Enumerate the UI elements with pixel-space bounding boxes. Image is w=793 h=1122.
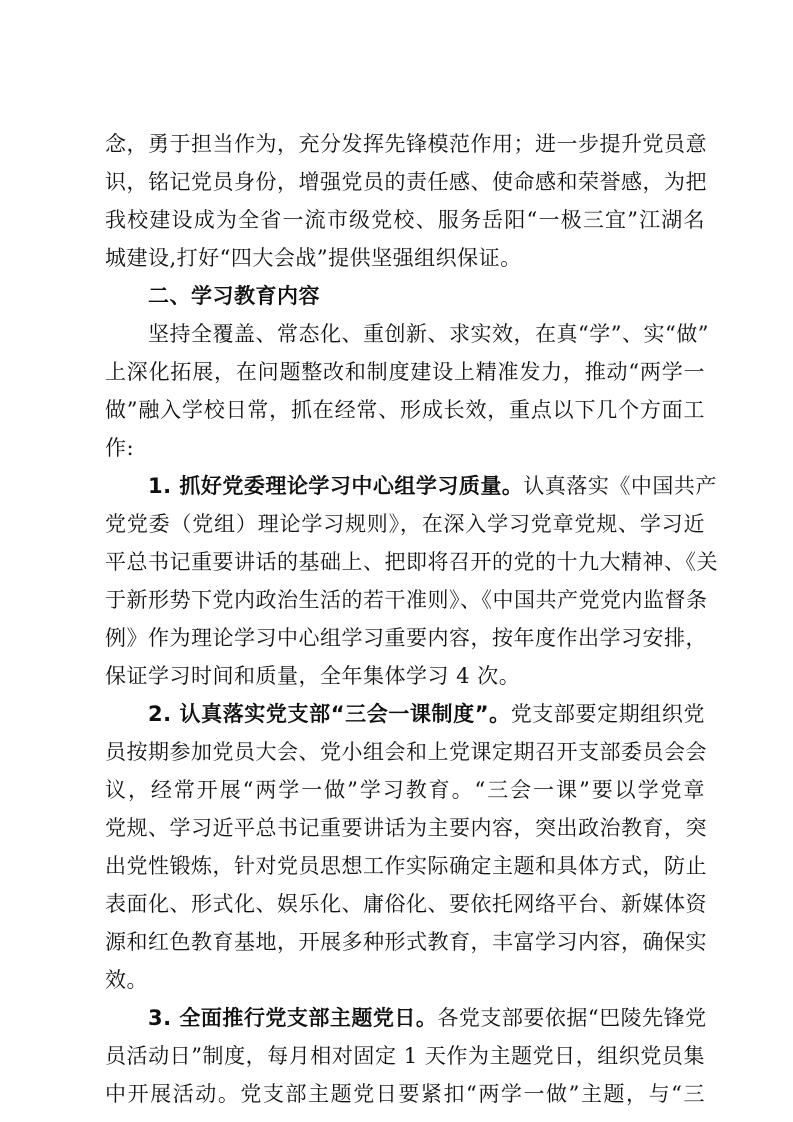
paragraph-line: 坚持全覆盖、常态化、重创新、求实效，在真“学”、实“做” bbox=[148, 322, 709, 346]
item-title: 2. 认真落实党支部“三会一课制度”。 bbox=[148, 702, 511, 726]
paragraph-line: 保证学习时间和质量，全年集体学习 4 次。 bbox=[105, 664, 521, 688]
paragraph-line: 作: bbox=[105, 436, 135, 460]
item-text: 各党支部要依据“巴陵先锋党 bbox=[437, 1006, 707, 1030]
item-title: 3. 全面推行党支部主题党日。 bbox=[148, 1006, 438, 1030]
item-first-line bbox=[148, 471, 717, 501]
paragraph-line: 员按期参加党员大会、党小组会和上党课定期召开支部委员会会 bbox=[105, 740, 707, 764]
paragraph-line: 出党性锻炼，针对党员思想工作实际确定主题和具体方式，防止 bbox=[105, 854, 707, 878]
paragraph-line: 于新形势下党内政治生活的若干准则》、《中国共产党党内监督条 bbox=[105, 588, 708, 612]
paragraph-line: 议，经常开展“两学一做”学习教育。“三会一课”要以学党章 bbox=[105, 778, 705, 802]
paragraph-line: 党党委（党组）理论学习规则》，在深入学习党章党规、学习近 bbox=[105, 512, 705, 536]
item-first-line bbox=[148, 1003, 705, 1033]
paragraph-line: 中开展活动。党支部主题党日要紧扣“两学一做”主题，与“三 bbox=[105, 1082, 705, 1106]
section-heading: 二、学习教育内容 bbox=[148, 284, 320, 308]
item-first-line bbox=[148, 699, 705, 729]
paragraph-line: 识，铭记党员身份，增强党员的责任感、使命感和荣誉感，为把 bbox=[105, 170, 707, 194]
paragraph-line: 源和红色教育基地，开展多种形式教育，丰富学习内容，确保实 bbox=[105, 930, 707, 954]
paragraph-line: 做”融入学校日常，抓在经常、形成长效，重点以下几个方面工 bbox=[105, 398, 705, 422]
paragraph-line: 表面化、形式化、娱乐化、庸俗化、要依托网络平台、新媒体资 bbox=[105, 892, 707, 916]
item-title: 1. 抓好党委理论学习中心组学习质量。 bbox=[148, 474, 524, 498]
paragraph-line: 我校建设成为全省一流市级党校、服务岳阳“一极三宜”江湖名 bbox=[105, 208, 705, 232]
paragraph-line: 效。 bbox=[105, 968, 148, 992]
paragraph-line: 城建设,打好“四大会战”提供坚强组织保证。 bbox=[105, 246, 522, 270]
paragraph-line: 员活动日”制度，每月相对固定 1 天作为主题党日，组织党员集 bbox=[105, 1044, 705, 1068]
paragraph-line: 党规、学习近平总书记重要讲话为主要内容，突出政治教育，突 bbox=[105, 816, 707, 840]
paragraph-line: 例》作为理论学习中心组学习重要内容，按年度作出学习安排， bbox=[105, 626, 707, 650]
paragraph-line: 平总书记重要讲话的基础上、把即将召开的党的十九大精神、《关 bbox=[105, 550, 718, 574]
item-text: 党支部要定期组织党 bbox=[510, 702, 705, 726]
paragraph-line: 念，勇于担当作为，充分发挥先锋模范作用；进一步提升党员意 bbox=[105, 132, 707, 156]
paragraph-line: 上深化拓展，在问题整改和制度建设上精准发力，推动“两学一 bbox=[105, 360, 705, 384]
item-text: 认真落实《中国共产 bbox=[523, 474, 717, 498]
